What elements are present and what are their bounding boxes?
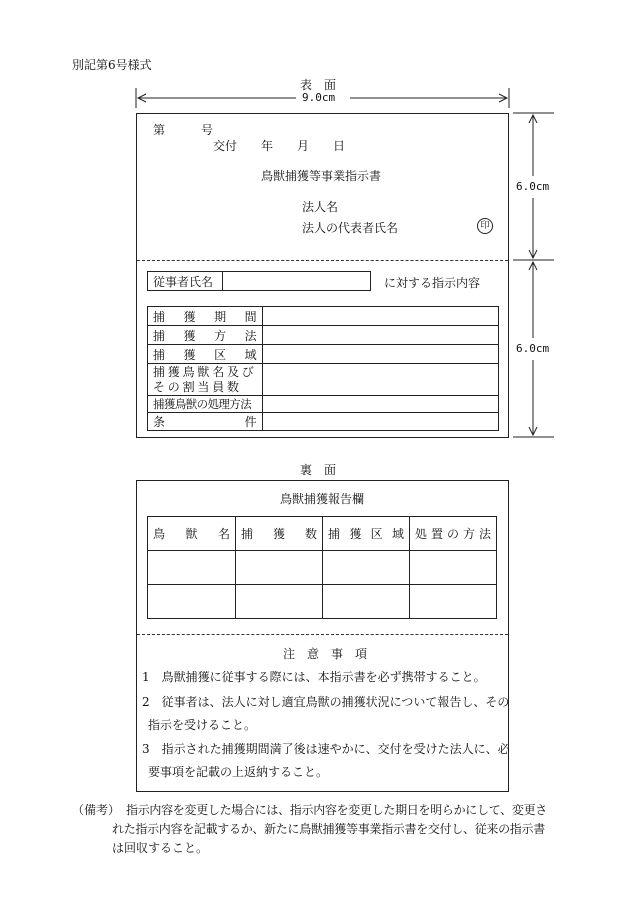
- row-species-quota: [148, 364, 499, 396]
- width-dim-label: 9.0cm: [302, 91, 336, 104]
- row-disposal-method: 捕獲鳥獣の処理方法: [148, 396, 499, 413]
- instruction-suffix: に対する指示内容: [384, 276, 481, 290]
- corp-name-label: 法人名: [302, 200, 339, 214]
- species-label-line2: その割当員数: [153, 379, 242, 394]
- report-header-row: 鳥 獣 名 捕 獲 数 捕 獲 区 域 処 置 の 方 法: [148, 517, 497, 551]
- report-cell[interactable]: [148, 551, 236, 585]
- form-label: 別記第6号様式: [72, 58, 152, 72]
- document-title: 鳥獣捕獲等事業指示書: [261, 169, 382, 183]
- note-3-cont: 要事項を記載の上返納すること。: [148, 765, 329, 779]
- disposal-method-value[interactable]: [262, 396, 498, 413]
- row-capture-area: 捕 獲 区 域: [148, 345, 499, 364]
- seal-icon: 印: [477, 218, 493, 234]
- remarks-line-1: 指示内容を変更した場合には、指示内容を変更した期日を明らかにして、変更さ: [126, 803, 547, 817]
- remarks-line-2: れた指示内容を記載するか、新たに鳥獣捕獲等事業指示書を交付し、従来の指示書: [112, 822, 545, 836]
- note-2-cont: 指示を受けること。: [148, 718, 257, 732]
- remarks-line-3: は回収すること。: [112, 841, 209, 855]
- report-cell[interactable]: [148, 585, 236, 619]
- report-row: [148, 551, 497, 585]
- row-conditions: 条 件: [148, 413, 499, 431]
- notes-title: 注 意 事 項: [283, 647, 368, 661]
- row-capture-period: 捕 獲 期 間: [148, 307, 499, 326]
- note-2: 2 従事者は、法人に対し適宜鳥獣の捕獲状況について報告し、その: [142, 695, 510, 709]
- report-cell[interactable]: [410, 551, 497, 585]
- remarks-label: （備考）: [72, 803, 121, 817]
- number-label: 第 号: [153, 123, 214, 137]
- report-title: 鳥獣捕獲報告欄: [280, 492, 365, 506]
- worker-name-field: [147, 271, 371, 291]
- row-capture-method: 捕 獲 方 法: [148, 326, 499, 345]
- capture-period-value[interactable]: [262, 307, 498, 326]
- height-dim-top: 6.0cm: [516, 180, 550, 193]
- note-1: 1 鳥獣捕獲に従事する際には、本指示書を必ず携帯すること。: [142, 670, 486, 684]
- conditions-value[interactable]: [262, 413, 498, 431]
- note-3: 3 指示された捕獲期間満了後は速やかに、交付を受けた法人に、必: [142, 742, 510, 756]
- worker-name-input[interactable]: [223, 272, 371, 291]
- height-dim-bottom: 6.0cm: [516, 342, 550, 355]
- report-cell[interactable]: [323, 585, 410, 619]
- capture-area-value[interactable]: [262, 345, 498, 364]
- report-cell[interactable]: [323, 551, 410, 585]
- species-label-line1: 捕獲鳥獣名及び: [153, 364, 257, 379]
- front-heading: 表 面: [300, 78, 337, 92]
- report-cell[interactable]: [236, 585, 323, 619]
- cut-line: [137, 260, 508, 261]
- representative-label: 法人の代表者氏名: [302, 221, 399, 235]
- report-table: [147, 516, 497, 619]
- back-divider: [137, 634, 508, 635]
- report-row: [148, 585, 497, 619]
- species-quota-value[interactable]: [262, 364, 498, 396]
- instruction-table: [147, 306, 499, 431]
- issue-date: 交付 年 月 日: [213, 139, 346, 153]
- report-cell[interactable]: [410, 585, 497, 619]
- report-cell[interactable]: [236, 551, 323, 585]
- capture-method-value[interactable]: [262, 326, 498, 345]
- back-heading: 裏 面: [300, 463, 337, 477]
- worker-name-label: 従事者氏名: [148, 272, 223, 291]
